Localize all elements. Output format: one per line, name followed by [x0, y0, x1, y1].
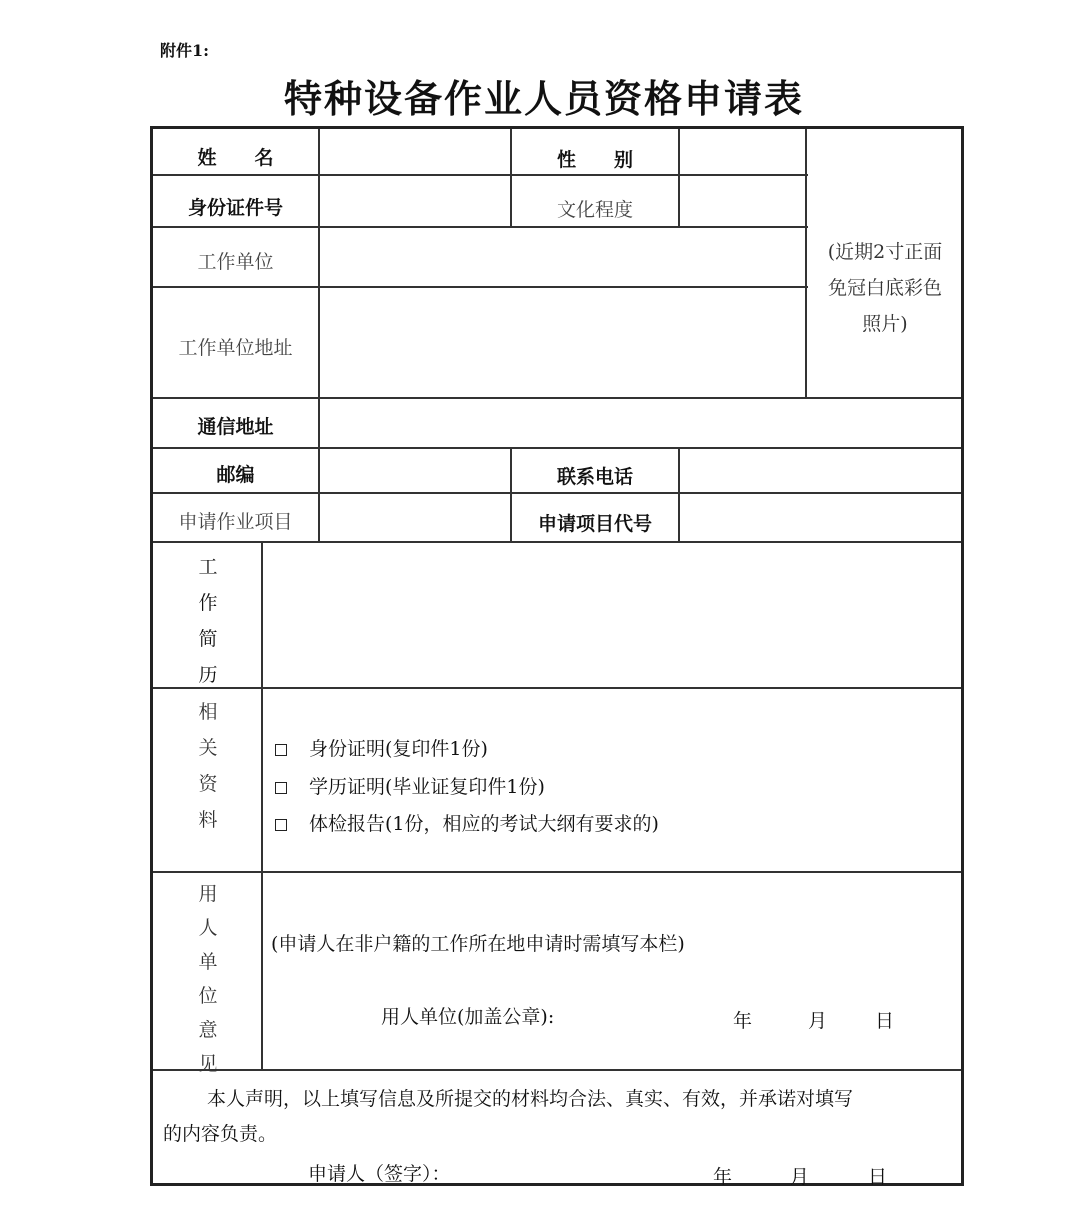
photo-note-line: 照片): [862, 313, 908, 335]
checkbox[interactable]: [275, 819, 287, 831]
postcode-label: 邮编: [216, 464, 255, 486]
id-number-field[interactable]: [321, 177, 508, 225]
employer-year: 年: [733, 1010, 753, 1032]
name-field[interactable]: [321, 131, 508, 173]
postcode-field[interactable]: [321, 450, 508, 491]
application-form: [150, 126, 964, 1186]
declaration-day: 日: [868, 1166, 888, 1188]
work-unit-field[interactable]: [321, 229, 803, 285]
education-label: 文化程度: [556, 199, 633, 221]
mail-address-label: 通信地址: [197, 416, 274, 438]
photo-note-line: 免冠白底彩色: [827, 277, 942, 299]
employer-month: 月: [808, 1010, 828, 1032]
signature-field[interactable]: [475, 1155, 695, 1183]
name-label: 姓 名: [197, 147, 274, 169]
employer-opinion-label: 用 人 单 位 意 见: [198, 883, 218, 1075]
photo-placeholder: [809, 234, 961, 342]
phone-field[interactable]: [681, 450, 957, 491]
employer-day: 日: [875, 1010, 895, 1032]
signature-label: 申请人（签字）：: [308, 1163, 451, 1185]
material-item-id[interactable]: 身份证明(复印件1份): [275, 734, 488, 761]
materials-label: 相 关 资 料: [198, 701, 218, 831]
id-number-label: 身份证件号: [187, 197, 283, 219]
checkbox[interactable]: [275, 744, 287, 756]
work-unit-label: 工作单位: [197, 251, 274, 273]
material-item-education[interactable]: 学历证明(毕业证复印件1份): [275, 772, 545, 799]
page-title: 特种设备作业人员资格申请表: [283, 76, 804, 121]
work-resume-field[interactable]: [265, 544, 957, 686]
work-unit-address-label: 工作单位地址: [178, 337, 293, 359]
apply-item-field[interactable]: [321, 495, 508, 540]
phone-label: 联系电话: [556, 466, 633, 488]
photo-note-line: (近期2寸正面: [827, 241, 943, 263]
mail-address-field[interactable]: [321, 400, 957, 446]
declaration-line1: 本人声明，以上填写信息及所提交的材料均合法、真实、有效，并承诺对填写: [207, 1088, 854, 1110]
apply-code-label: 申请项目代号: [537, 513, 652, 535]
education-field[interactable]: [681, 177, 803, 225]
apply-item-label: 申请作业项目: [178, 511, 293, 533]
work-unit-address-field[interactable]: [321, 289, 803, 395]
checkbox[interactable]: [275, 782, 287, 794]
employer-note: (申请人在非户籍的工作所在地申请时需填写本栏): [271, 933, 685, 955]
declaration-line2: 的内容负责。: [163, 1123, 278, 1145]
declaration-month: 月: [790, 1166, 810, 1188]
employer-seal-label: 用人单位(加盖公章):: [381, 1006, 555, 1028]
apply-code-field[interactable]: [681, 495, 957, 540]
gender-field[interactable]: [681, 131, 803, 173]
gender-label: 性 别: [556, 149, 633, 171]
declaration-year: 年: [713, 1166, 733, 1188]
material-item-health[interactable]: 体检报告(1份，相应的考试大纲有要求的): [275, 809, 659, 836]
attachment-label: 附件1:: [160, 41, 210, 60]
work-resume-label: 工 作 简 历: [198, 556, 218, 686]
